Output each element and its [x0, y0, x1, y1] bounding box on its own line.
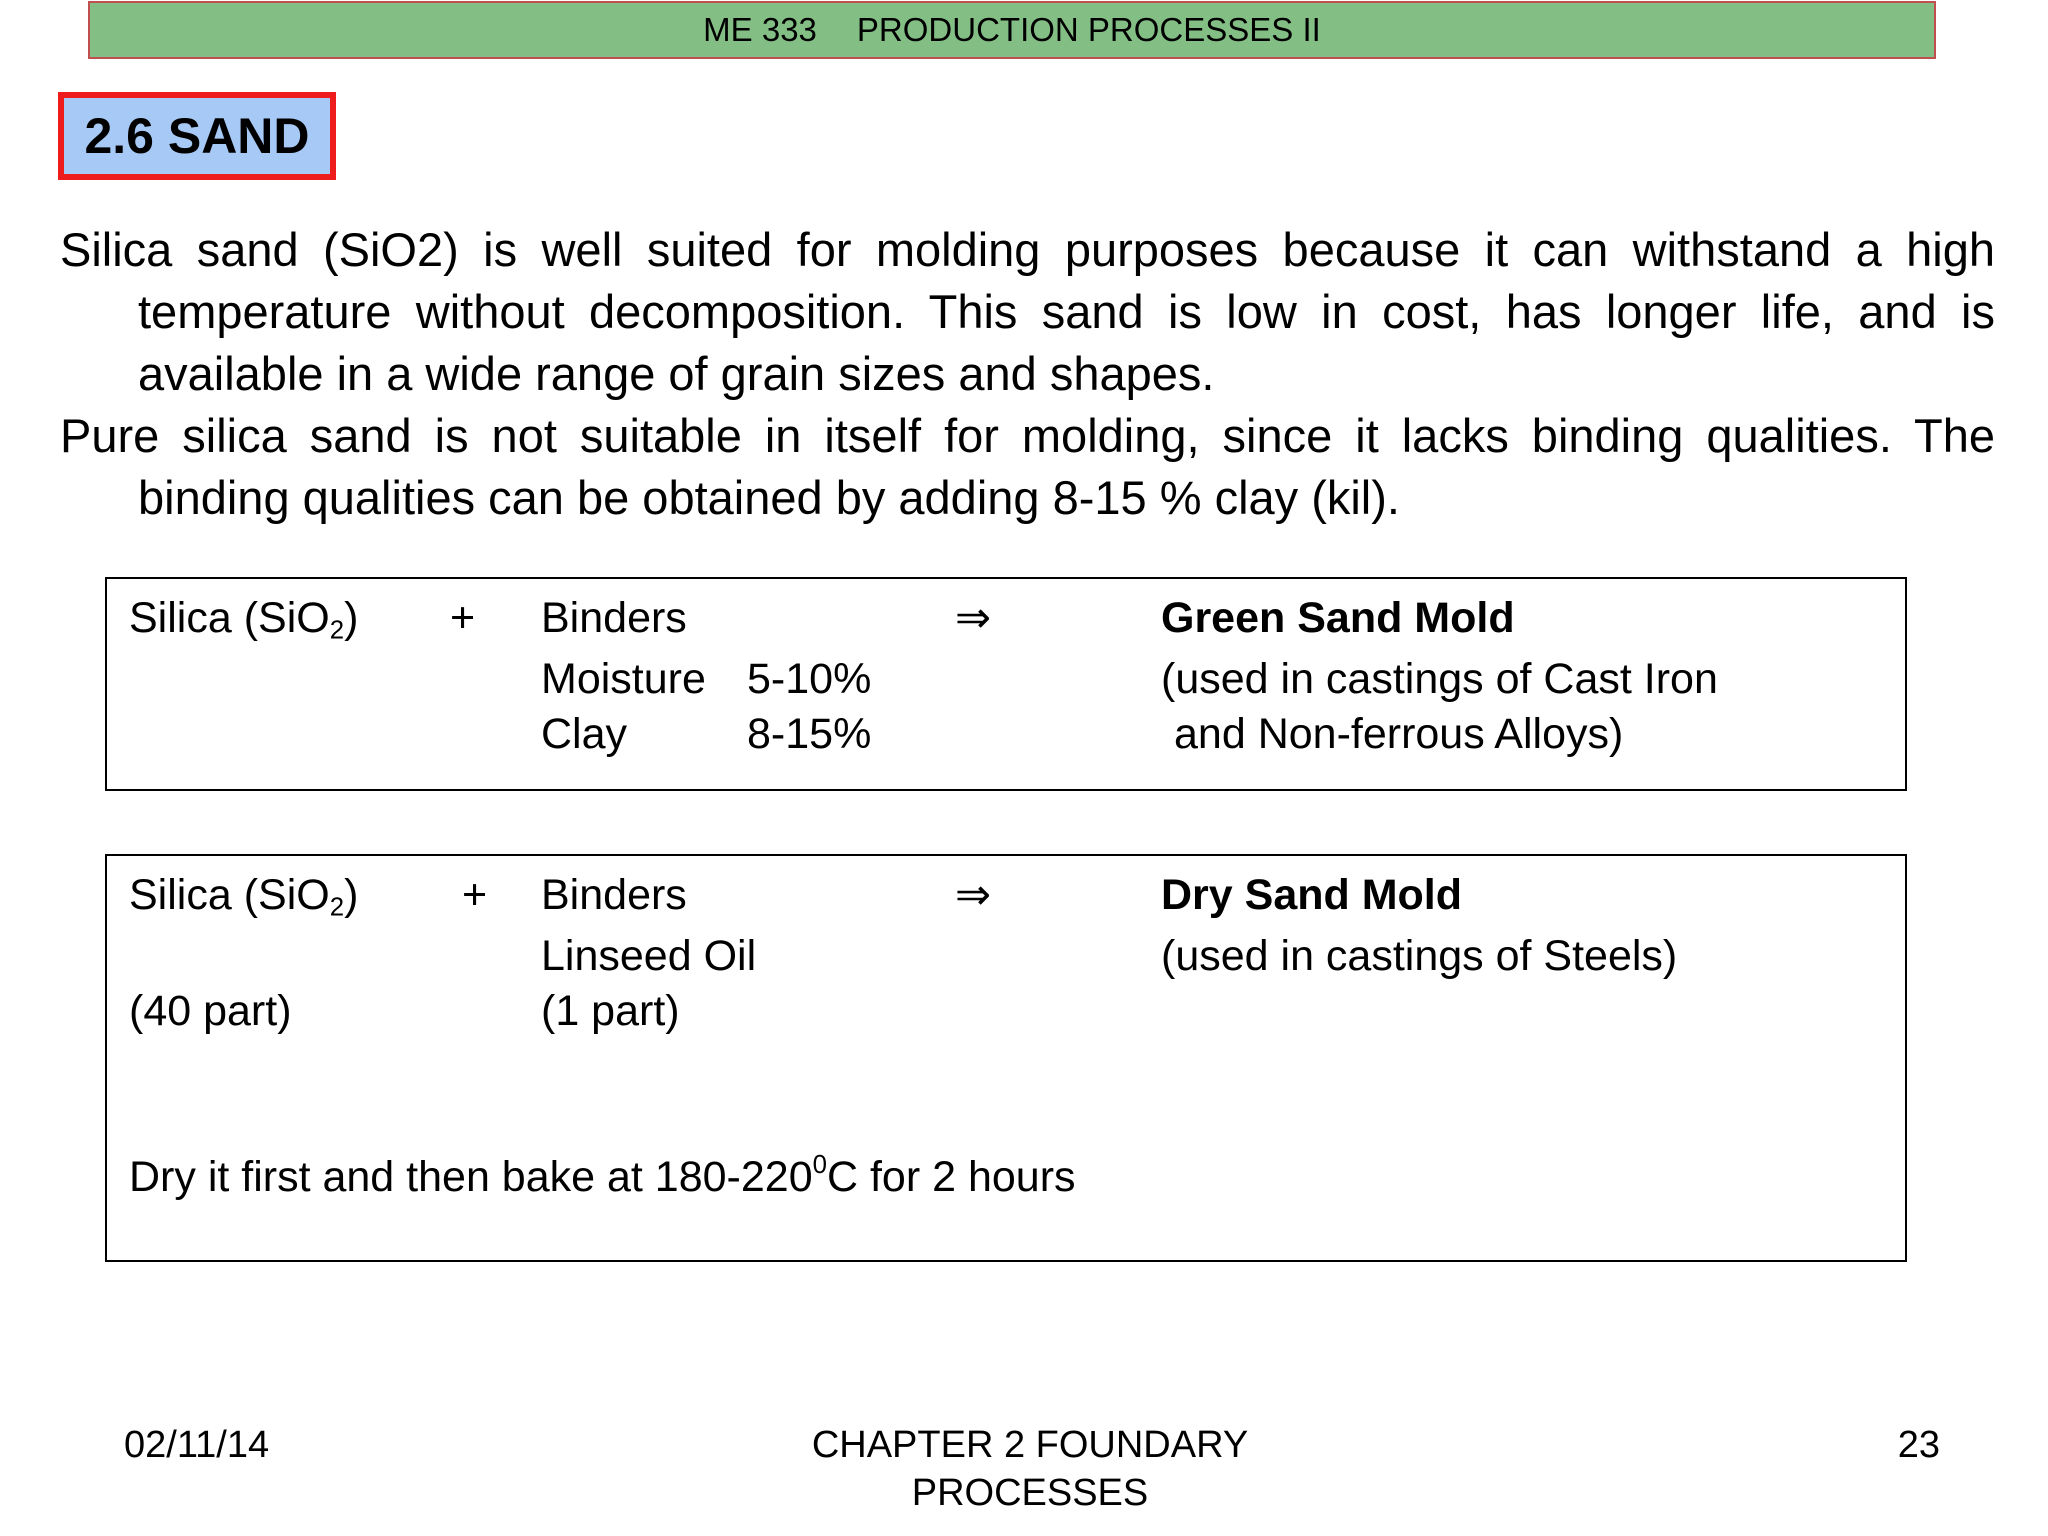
silica-label: Silica (SiO$_2$) [129, 871, 359, 922]
paragraph-pure-silica: Pure silica sand is not suitable in itself for molding, since it lacks binding qualities. The binding qualities can be obtained by adding 8-15 % clay (kil). [60, 409, 1995, 524]
plus-sign: + [450, 594, 476, 642]
plus-sign: + [462, 871, 488, 919]
usage-line-2: and Non-ferrous Alloys) [1174, 710, 1624, 758]
silica-label: Silica (SiO$_2$) [129, 594, 359, 645]
dry-sand-mold-box [105, 854, 1907, 1262]
footer-page-number: 23 [1897, 1424, 1940, 1466]
ingredient-value: 8-15% [747, 710, 872, 758]
ingredient-name: Clay [541, 710, 628, 758]
course-code: ME 333 [703, 11, 817, 48]
green-sand-mold-title: Green Sand Mold [1161, 594, 1515, 642]
green-sand-mold-box [105, 577, 1907, 791]
binders-label: Binders [541, 594, 687, 642]
dry-sand-mold-title: Dry Sand Mold [1161, 871, 1463, 919]
binder-name: Linseed Oil [541, 932, 757, 980]
silica-parts: (40 part) [129, 987, 292, 1035]
paragraph-silica-sand: Silica sand (SiO2) is well suited for molding purposes because it can withstand a high temperature without decomposition. This sand is low in cost, has longer life, and is available in a wide range of grain sizes and shapes. [60, 223, 1995, 400]
section-title: 2.6 SAND [58, 92, 336, 180]
baking-note: Dry it first and then bake at $180-220^0C$ for 2 hours [129, 1150, 1076, 1201]
usage-line: (used in castings of Steels) [1161, 932, 1678, 980]
ingredient-value: 5-10% [747, 655, 872, 703]
course-header-bar [88, 1, 1936, 59]
binders-label: Binders [541, 871, 687, 919]
binder-parts: (1 part) [541, 987, 680, 1035]
usage-line-1: (used in castings of Cast Iron [1161, 655, 1718, 703]
footer-date: 02/11/14 [124, 1424, 270, 1466]
ingredient-name: Moisture [541, 655, 706, 703]
course-title: PRODUCTION PROCESSES II [856, 11, 1321, 48]
footer-chapter: CHAPTER 2 FOUNDARY PROCESSES [811, 1424, 1249, 1514]
arrow-icon: ⇒ [955, 871, 992, 919]
arrow-icon: ⇒ [955, 594, 992, 642]
